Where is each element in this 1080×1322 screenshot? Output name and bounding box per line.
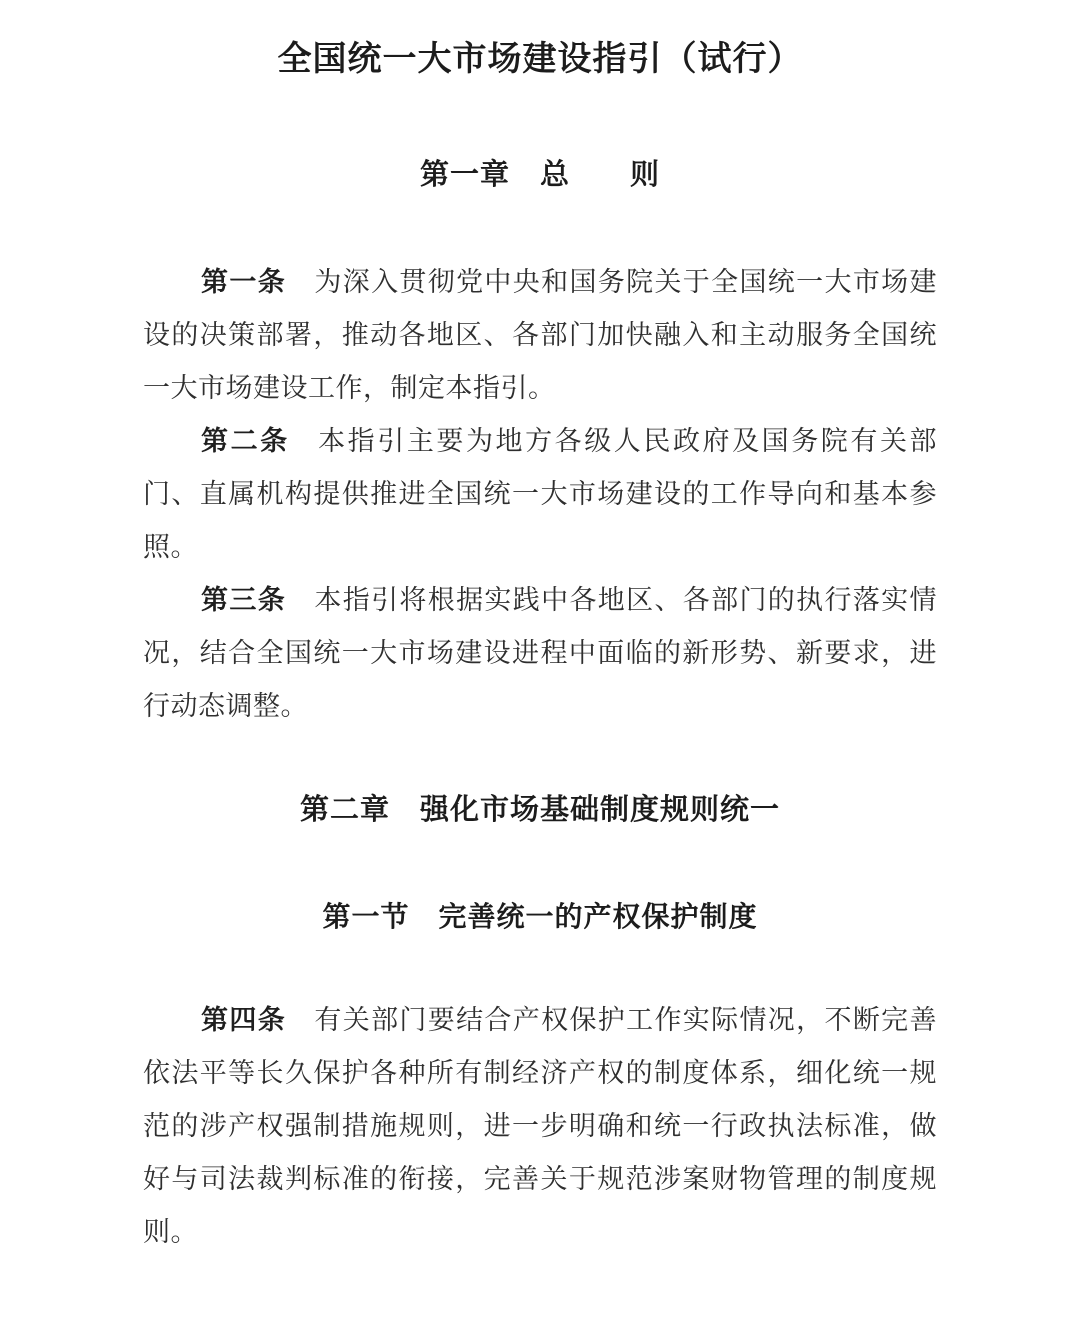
chapter-1-heading: 第一章 总 则 [419, 159, 660, 191]
chapter-2-heading: 第二章 强化市场基础制度规则统一 [299, 794, 780, 826]
article-3-number: 第三条 [201, 585, 287, 615]
article-2-paragraph [143, 415, 937, 574]
article-4-number: 第四条 [201, 1005, 287, 1035]
article-4-text: 有关部门要结合产权保护工作实际情况，不断完善依法平等长久保护各种所有制经济产权的制度体系，细化统一规范的涉产权强制措施规则，进一步明确和统一行政执法标准，做好与司法裁判标准的衔接，完善关于规范涉案财物管理的制度规则。 [143, 1005, 938, 1247]
article-2-text: 本指引主要为地方各级人民政府及国务院有关部门、直属机构提供推进全国统一大市场建设的工作导向和基本参照。 [143, 426, 938, 562]
article-1-text: 为深入贯彻党中央和国务院关于全国统一大市场建设的决策部署，推动各地区、各部门加快融入和主动服务全国统一大市场建设工作，制定本指引。 [143, 267, 938, 403]
article-3-text: 本指引将根据实践中各地区、各部门的执行落实情况，结合全国统一大市场建设进程中面临的新形势、新要求，进行动态调整。 [143, 585, 938, 721]
chapter-2-section-1-heading: 第一节 完善统一的产权保护制度 [322, 902, 758, 933]
document-title: 全国统一大市场建设指引（试行） [277, 41, 803, 78]
article-1-number: 第一条 [201, 267, 287, 297]
article-3-paragraph [143, 574, 937, 733]
article-1-paragraph [143, 256, 937, 415]
article-2-number: 第二条 [201, 426, 290, 456]
article-4-paragraph [143, 994, 937, 1259]
